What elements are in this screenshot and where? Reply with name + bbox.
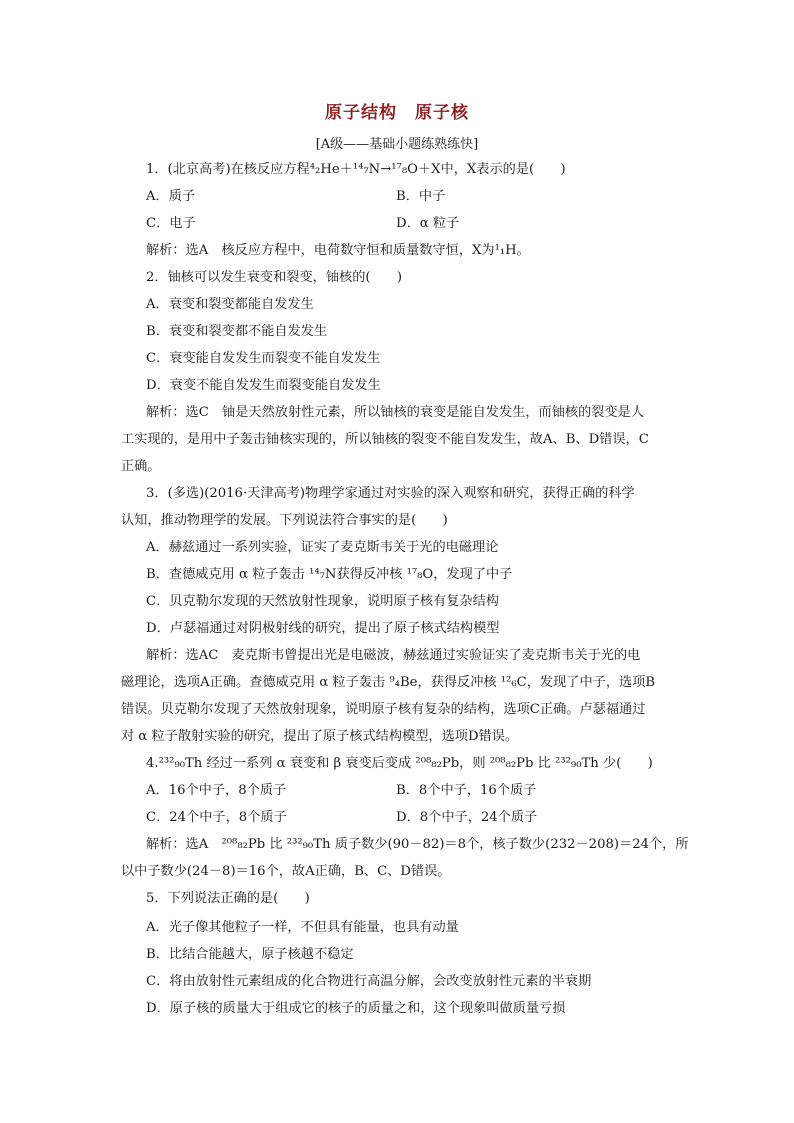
question-4-analysis-line-1: 解析：选A ²⁰⁸₈₂Pb 比 ²³²₉₀Th 质子数少(90－82)＝8个，核子数少(232－208)＝24个，所 [146, 837, 689, 852]
question-3-analysis-line-4: 对 α 粒子散射实验的研究，提出了原子核式结构模型，选项D错误。 [121, 729, 519, 744]
question-3-stem-line-1: 3．(多选)(2016·天津高考)物理学家通过对实验的深入观察和研究，获得正确的科学 [146, 486, 635, 501]
question-1-option-d: D．α 粒子 [396, 216, 460, 231]
question-5-stem: 5．下列说法正确的是( ) [146, 891, 310, 906]
question-3-option-d: D．卢瑟福通过对阴极射线的研究，提出了原子核式结构模型 [146, 621, 500, 636]
page-title: 原子结构 原子核 [325, 103, 469, 123]
question-4-stem: 4.²³²₉₀Th 经过一系列 α 衰变和 β 衰变后变成 ²⁰⁸₈₂Pb，则 ²⁰⁸₈₂Pb 比 ²³²₉₀Th 少( ) [146, 756, 653, 771]
question-2-stem: 2．铀核可以发生衰变和裂变，铀核的( ) [146, 270, 403, 285]
question-2-analysis-line-3: 正确。 [121, 459, 161, 474]
question-2-option-a: A．衰变和裂变都能自发发生 [146, 297, 314, 312]
section-subtitle: [A级——基础小题练熟练快] [315, 137, 479, 152]
question-3-option-a: A．赫兹通过一系列实验，证实了麦克斯韦关于光的电磁理论 [146, 540, 499, 555]
question-2-option-b: B．衰变和裂变都不能自发发生 [146, 324, 328, 339]
question-5-option-c: C．将由放射性元素组成的化合物进行高温分解，会改变放射性元素的半衰期 [146, 974, 592, 989]
question-1-option-b: B．中子 [396, 189, 446, 204]
question-3-option-b: B．查德威克用 α 粒子轰击 ¹⁴₇N获得反冲核 ¹⁷₈O，发现了中子 [146, 567, 513, 582]
question-5-option-a: A．光子像其他粒子一样，不但具有能量，也具有动量 [146, 920, 459, 935]
question-2-option-d: D．衰变不能自发发生而裂变能自发发生 [146, 378, 381, 393]
question-1-option-a: A．质子 [146, 189, 196, 204]
question-3-analysis-line-1: 解析：选AC 麦克斯韦曾提出光是电磁波，赫兹通过实验证实了麦克斯韦关于光的电 [146, 648, 641, 663]
question-3-analysis-line-3: 错误。贝克勒尔发现了天然放射现象，说明原子核有复杂的结构，选项C正确。卢瑟福通过 [121, 702, 646, 717]
question-3-option-c: C．贝克勒尔发现的天然放射性现象，说明原子核有复杂结构 [146, 594, 499, 609]
question-3-analysis-line-2: 磁理论，选项A正确。查德威克用 α 粒子轰击 ⁹₄Be，获得反冲核 ¹²₆C，发现了中子，选项B [121, 675, 656, 690]
question-3-stem-line-2: 认知，推动物理学的发展。下列说法符合事实的是( ) [121, 513, 448, 528]
question-1-stem: 1．(北京高考)在核反应方程⁴₂He＋¹⁴₇N→¹⁷₈O＋X中，X表示的是( ) [146, 162, 566, 177]
question-5-option-b: B．比结合能越大，原子核越不稳定 [146, 947, 354, 962]
question-1-option-c: C．电子 [146, 216, 196, 231]
question-4-option-b: B．8个中子，16个质子 [396, 783, 537, 798]
question-4-analysis-line-2: 以中子数少(24－8)＝16个，故A正确，B、C、D错误。 [121, 864, 451, 879]
question-4-option-a: A．16个中子，8个质子 [146, 783, 287, 798]
question-4-option-d: D．8个中子，24个质子 [396, 810, 538, 825]
question-2-analysis-line-2: 工实现的，是用中子轰击铀核实现的，所以铀核的裂变不能自发发生，故A、B、D错误，C [121, 432, 649, 447]
question-1-analysis: 解析：选A 核反应方程中，电荷数守恒和质量数守恒，X为¹₁H。 [146, 243, 530, 258]
question-2-analysis-line-1: 解析：选C 铀是天然放射性元素，所以铀核的衰变是能自发发生，而铀核的裂变是人 [146, 405, 645, 420]
question-2-option-c: C．衰变能自发发生而裂变不能自发发生 [146, 351, 381, 366]
question-4-option-c: C．24个中子，8个质子 [146, 810, 287, 825]
question-5-option-d: D．原子核的质量大于组成它的核子的质量之和，这个现象叫做质量亏损 [146, 1001, 566, 1016]
